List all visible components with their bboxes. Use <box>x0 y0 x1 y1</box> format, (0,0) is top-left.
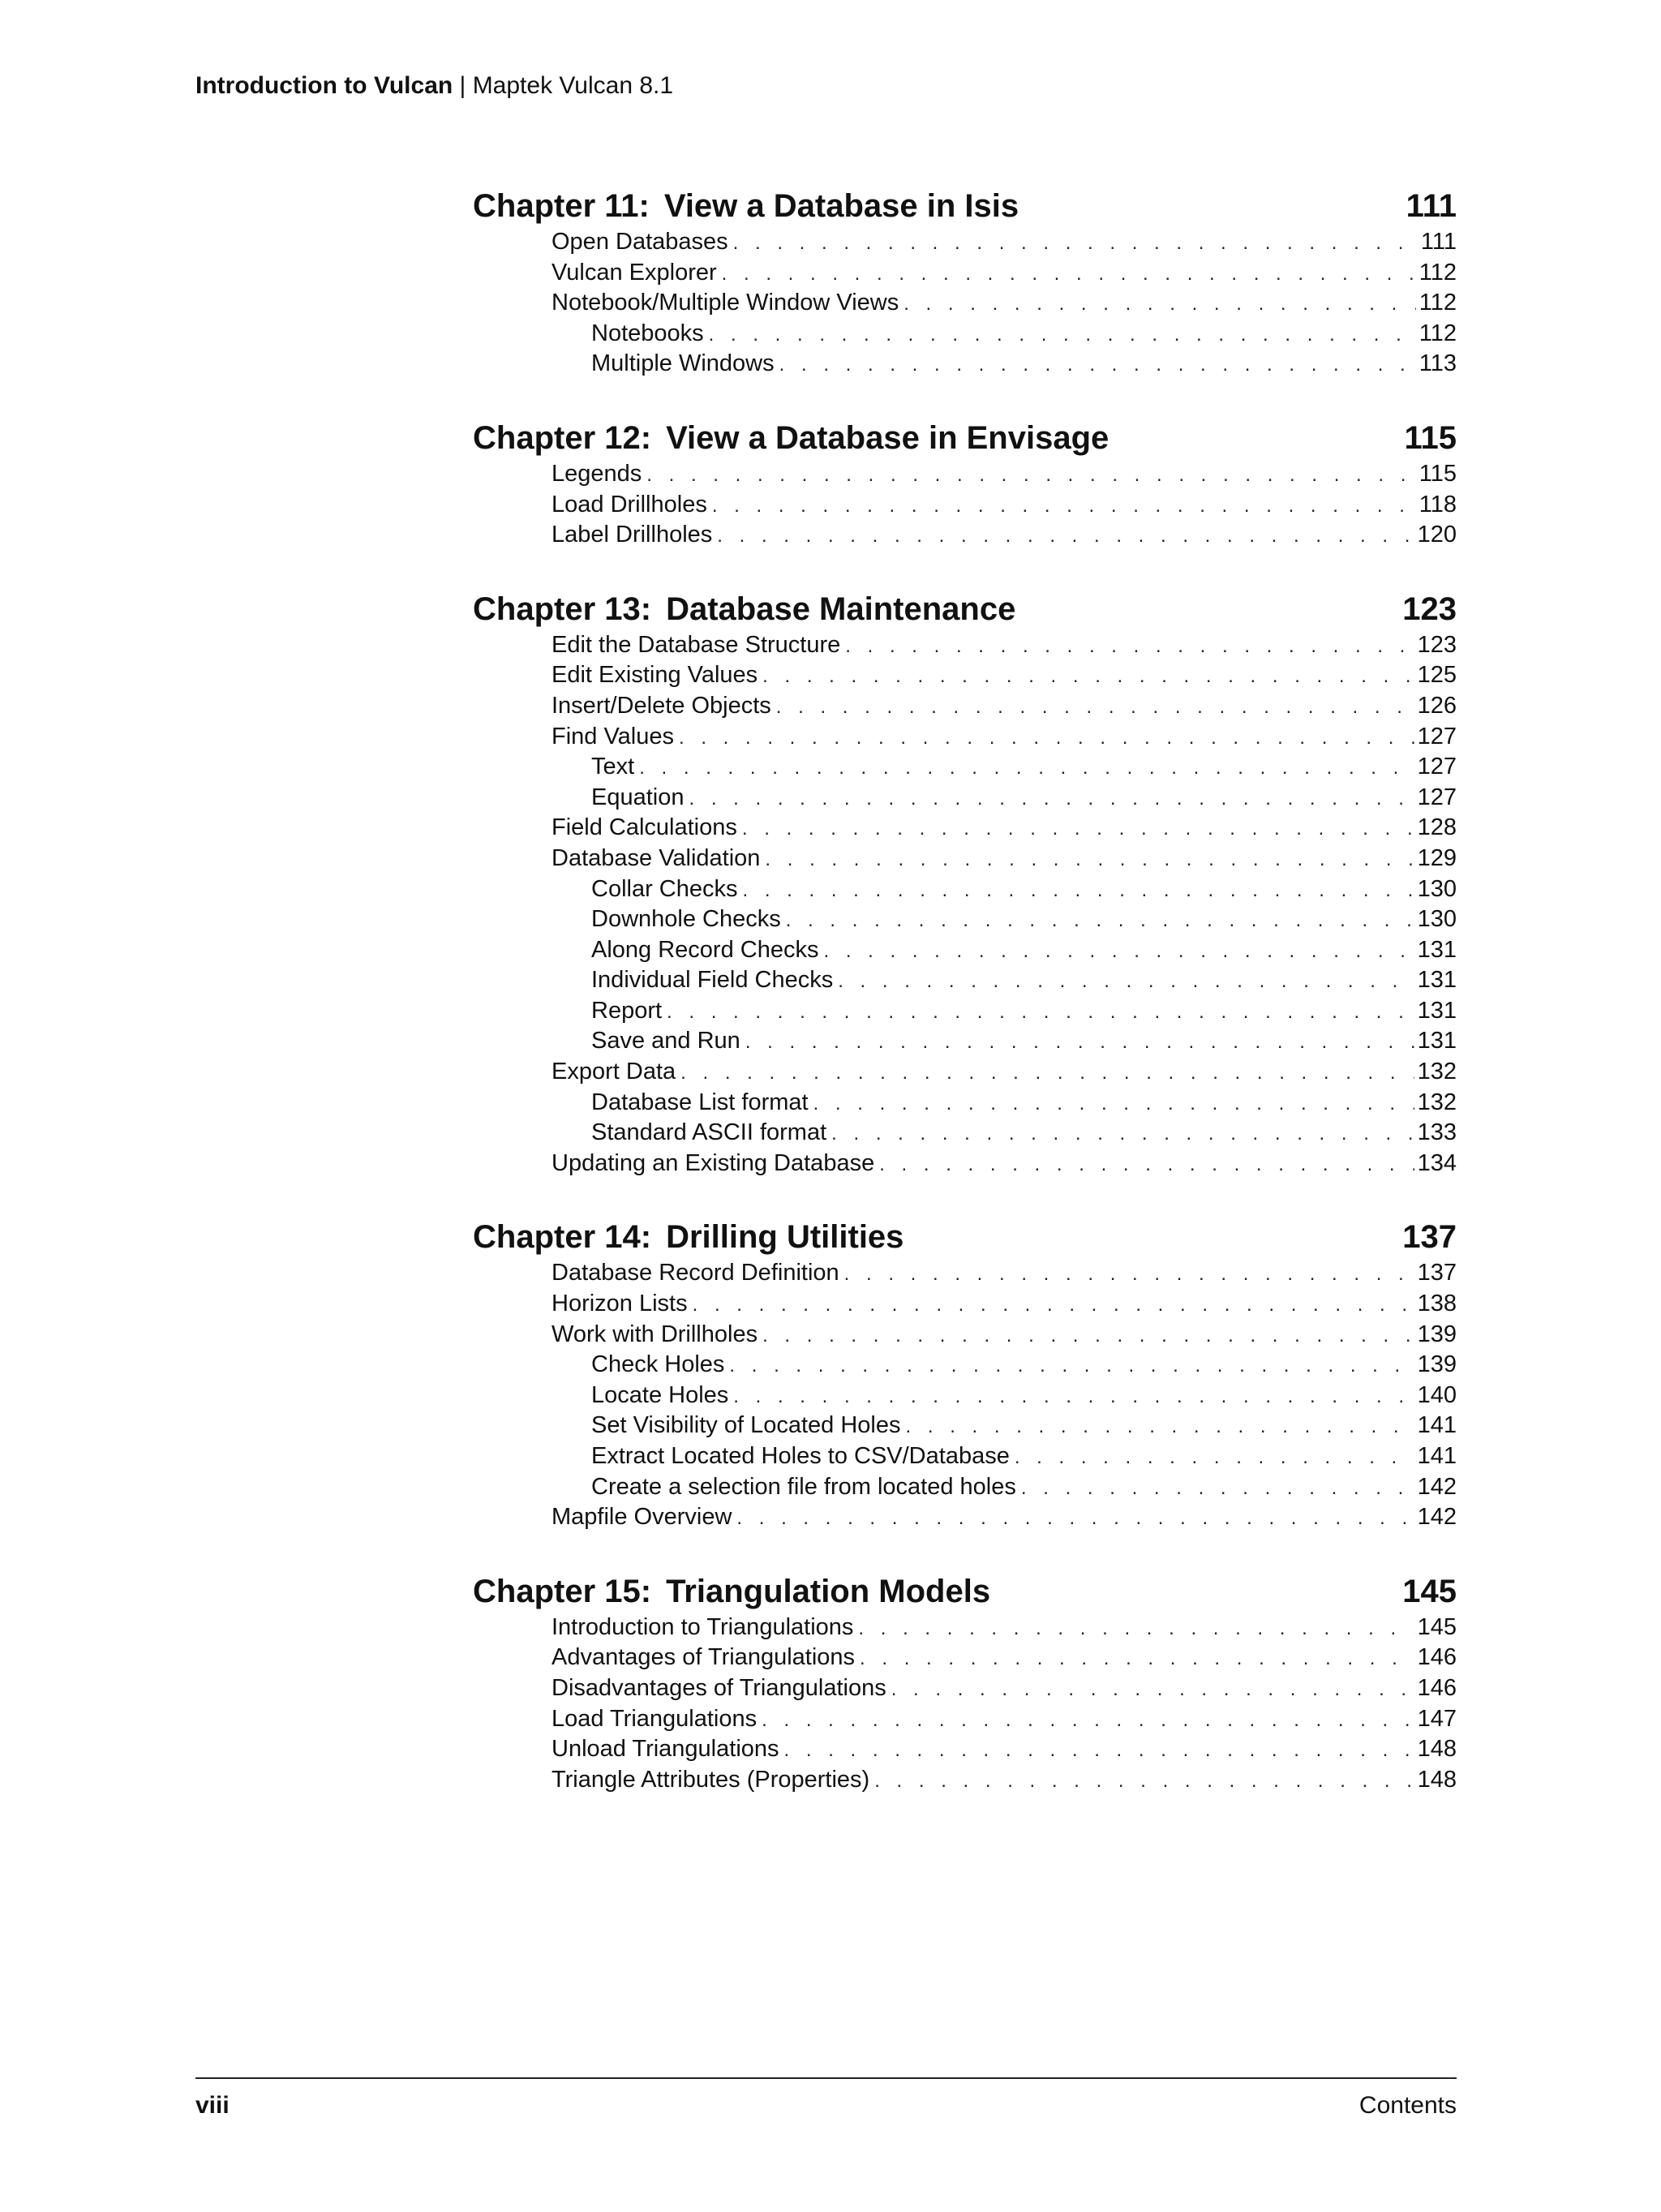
toc-entry-title: Notebook/Multiple Window Views <box>552 290 899 316</box>
book-title: Introduction to Vulcan <box>195 72 453 99</box>
toc-entry-title: Advantages of Triangulations <box>552 1644 856 1671</box>
toc-entry-title: Along Record Checks <box>591 936 819 963</box>
toc-entry[interactable] <box>473 1350 1457 1381</box>
dot-leader <box>813 1089 1414 1119</box>
toc-entry-title: Field Calculations <box>552 814 737 841</box>
dot-leader <box>680 1058 1414 1089</box>
chapter-title: Triangulation Models <box>666 1573 991 1609</box>
toc-entry-list <box>473 459 1457 551</box>
toc-entry-page-number: 118 <box>1419 491 1457 518</box>
dot-leader <box>717 521 1414 552</box>
toc-entry-page-number: 131 <box>1417 997 1457 1024</box>
chapter-section <box>473 1216 1457 1532</box>
toc-entry-title: Database List format <box>591 1089 809 1115</box>
toc-entry-title: Collar Checks <box>591 875 738 902</box>
toc-entry[interactable] <box>473 1088 1457 1119</box>
dot-leader <box>646 460 1415 491</box>
toc-entry-page-number: 137 <box>1417 1260 1457 1286</box>
toc-entry-title: Save and Run <box>591 1028 740 1054</box>
chapter-section <box>473 185 1457 380</box>
chapter-page-number: 111 <box>1406 188 1457 224</box>
dot-leader <box>874 1766 1414 1797</box>
chapter-heading <box>473 185 1457 227</box>
dot-leader <box>733 228 1418 259</box>
toc-entry[interactable] <box>473 935 1457 966</box>
dot-leader <box>823 936 1414 967</box>
dot-leader <box>736 1503 1414 1534</box>
toc-entry-title: Find Values <box>552 723 674 750</box>
toc-entry[interactable] <box>473 1026 1457 1057</box>
toc-entry[interactable] <box>473 1643 1457 1673</box>
toc-entry-page-number: 115 <box>1419 460 1457 487</box>
toc-entry[interactable] <box>473 227 1457 258</box>
dot-leader <box>844 1259 1414 1290</box>
dot-leader <box>722 259 1416 290</box>
toc-entry-page-number: 131 <box>1417 967 1457 994</box>
header-separator: | <box>459 72 466 99</box>
toc-entry-page-number: 131 <box>1417 936 1457 963</box>
toc-entry-page-number: 125 <box>1417 662 1457 689</box>
toc-entry-page-number: 111 <box>1420 229 1457 255</box>
toc-entry-page-number: 139 <box>1417 1351 1457 1378</box>
toc-entry-title: Extract Located Holes to CSV/Database <box>591 1443 1010 1469</box>
dot-leader <box>667 997 1414 1028</box>
toc-entry-title: Label Drillholes <box>552 522 713 548</box>
toc-entry[interactable] <box>473 996 1457 1027</box>
chapter-label: Chapter 12: <box>473 419 652 456</box>
toc-entry[interactable] <box>473 490 1457 521</box>
toc-entry-list <box>473 1613 1457 1796</box>
toc-entry[interactable] <box>473 1765 1457 1796</box>
toc-entry-title: Work with Drillholes <box>552 1321 758 1347</box>
chapter-section <box>473 417 1457 551</box>
toc-entry-title: Insert/Delete Objects <box>552 692 771 719</box>
toc-entry-title: Triangle Attributes (Properties) <box>552 1766 870 1793</box>
dot-leader <box>743 875 1414 906</box>
toc-entry-title: Check Holes <box>591 1351 725 1378</box>
dot-leader <box>845 631 1414 662</box>
dot-leader <box>709 320 1416 350</box>
toc-entry-title: Horizon Lists <box>552 1291 688 1317</box>
footer-rule <box>195 2077 1457 2079</box>
dot-leader <box>639 753 1414 784</box>
dot-leader <box>765 844 1414 875</box>
toc-entry[interactable] <box>473 1289 1457 1320</box>
toc-entry-title: Introduction to Triangulations <box>552 1613 854 1640</box>
toc-entry-page-number: 147 <box>1417 1705 1457 1732</box>
running-header <box>195 71 673 101</box>
dot-leader <box>762 661 1414 692</box>
dot-leader <box>762 1321 1414 1351</box>
toc-entry-title: Notebooks <box>591 320 704 346</box>
toc-entry-page-number: 127 <box>1417 784 1457 810</box>
toc-entry-page-number: 130 <box>1417 875 1457 902</box>
toc-entry-page-number: 129 <box>1417 844 1457 871</box>
dot-leader <box>679 723 1414 754</box>
toc-entry-title: Open Databases <box>552 229 728 255</box>
toc-entry-page-number: 134 <box>1417 1149 1457 1176</box>
toc-entry-page-number: 141 <box>1417 1412 1457 1439</box>
chapter-title: Database Maintenance <box>666 591 1016 627</box>
dot-leader <box>712 491 1416 522</box>
toc-entry-page-number: 148 <box>1417 1766 1457 1793</box>
toc-entry-page-number: 123 <box>1417 631 1457 658</box>
toc-entry-page-number: 138 <box>1417 1291 1457 1317</box>
toc-entry-title: Database Validation <box>552 844 761 871</box>
toc-entry-page-number: 120 <box>1417 522 1457 548</box>
toc-entry-title: Locate Holes <box>591 1381 729 1408</box>
toc-entry-page-number: 133 <box>1417 1119 1457 1146</box>
toc-entry-page-number: 132 <box>1417 1089 1457 1115</box>
toc-entry-page-number: 113 <box>1419 350 1457 377</box>
chapter-heading <box>473 588 1457 630</box>
chapter-title: Drilling Utilities <box>666 1219 904 1256</box>
toc-entry-title: Create a selection file from located holes <box>591 1473 1016 1500</box>
toc-entry[interactable] <box>473 459 1457 490</box>
chapter-section <box>473 1570 1457 1796</box>
toc-entry-title: Multiple Windows <box>591 350 775 377</box>
dot-leader <box>689 784 1414 814</box>
toc-entry-title: Equation <box>591 784 685 810</box>
toc-entry[interactable] <box>473 1118 1457 1149</box>
toc-entry-title: Text <box>591 754 635 780</box>
toc-entry[interactable] <box>473 1381 1457 1411</box>
chapter-page-number: 115 <box>1404 419 1457 456</box>
dot-leader <box>733 1381 1414 1412</box>
toc-entry[interactable] <box>473 813 1457 844</box>
toc-entry[interactable] <box>473 874 1457 905</box>
dot-leader <box>776 692 1414 723</box>
dot-leader <box>742 814 1414 844</box>
dot-leader <box>838 966 1414 997</box>
toc-entry-page-number: 128 <box>1417 814 1457 841</box>
toc-entry[interactable] <box>473 904 1457 935</box>
dot-leader <box>903 289 1416 320</box>
toc-entry-title: Updating an Existing Database <box>552 1149 875 1176</box>
chapter-section <box>473 588 1457 1179</box>
dot-leader <box>786 905 1414 936</box>
toc-entry[interactable] <box>473 1441 1457 1472</box>
chapter-page-number: 123 <box>1402 591 1457 627</box>
toc-entry-title: Mapfile Overview <box>552 1504 732 1531</box>
toc-entry[interactable] <box>473 1149 1457 1179</box>
toc-entry-page-number: 130 <box>1417 906 1457 933</box>
toc-entry-page-number: 148 <box>1417 1736 1457 1763</box>
dot-leader <box>1015 1442 1414 1473</box>
toc-entry-page-number: 112 <box>1419 259 1457 286</box>
toc-entry[interactable] <box>473 1057 1457 1088</box>
toc-entry-page-number: 142 <box>1417 1504 1457 1531</box>
toc-entry[interactable] <box>473 783 1457 814</box>
toc-entry-title: Load Triangulations <box>552 1705 758 1732</box>
toc-entry[interactable] <box>473 752 1457 783</box>
toc-entry[interactable] <box>473 1320 1457 1351</box>
toc-entry[interactable] <box>473 1673 1457 1704</box>
toc-entry-title: Downhole Checks <box>591 906 781 933</box>
dot-leader <box>831 1119 1414 1149</box>
toc-entry[interactable] <box>473 691 1457 722</box>
dot-leader <box>858 1613 1414 1644</box>
toc-entry[interactable] <box>473 1411 1457 1441</box>
toc-entry-page-number: 141 <box>1417 1443 1457 1469</box>
toc-entry[interactable] <box>473 1734 1457 1765</box>
dot-leader <box>779 350 1416 380</box>
chapter-heading <box>473 1570 1457 1613</box>
toc-entry[interactable] <box>473 660 1457 691</box>
dot-leader <box>729 1351 1414 1381</box>
chapter-label: Chapter 13: <box>473 591 652 627</box>
toc-entry[interactable] <box>473 844 1457 874</box>
chapter-label: Chapter 14: <box>473 1219 652 1256</box>
product-name: Maptek Vulcan 8.1 <box>472 72 674 99</box>
toc-entry[interactable] <box>473 520 1457 551</box>
toc-entry-page-number: 142 <box>1417 1473 1457 1500</box>
dot-leader <box>784 1735 1414 1766</box>
toc-entry-title: Edit Existing Values <box>552 662 758 689</box>
toc-entry[interactable] <box>473 1502 1457 1533</box>
dot-leader <box>745 1027 1414 1058</box>
toc-entry-page-number: 146 <box>1417 1674 1457 1701</box>
toc-entry[interactable] <box>473 630 1457 661</box>
toc-entry[interactable] <box>473 965 1457 996</box>
toc-entry[interactable] <box>473 722 1457 753</box>
dot-leader <box>1021 1473 1414 1504</box>
toc-entry-page-number: 140 <box>1417 1381 1457 1408</box>
toc-entry-title: Standard ASCII format <box>591 1119 827 1146</box>
chapter-title: View a Database in Isis <box>663 188 1019 224</box>
toc-entry-title: Legends <box>552 460 642 487</box>
toc-entry[interactable] <box>473 258 1457 289</box>
toc-entry-title: Export Data <box>552 1059 676 1085</box>
toc-entry-title: Unload Triangulations <box>552 1736 779 1763</box>
toc-entry-page-number: 127 <box>1417 754 1457 780</box>
dot-leader <box>693 1290 1414 1321</box>
toc-entry-page-number: 145 <box>1417 1613 1457 1640</box>
toc-entry-title: Disadvantages of Triangulations <box>552 1674 886 1701</box>
toc-entry-title: Set Visibility of Located Holes <box>591 1412 901 1439</box>
chapter-title: View a Database in Envisage <box>666 419 1109 456</box>
chapter-label: Chapter 11: <box>473 188 650 224</box>
toc-entry[interactable] <box>473 288 1457 319</box>
toc-entry-page-number: 126 <box>1417 692 1457 719</box>
toc-entry-title: Load Drillholes <box>552 491 707 518</box>
toc-entry-title: Individual Field Checks <box>591 967 834 994</box>
footer-section-name: Contents <box>1358 2092 1457 2119</box>
chapter-heading <box>473 417 1457 459</box>
chapter-label: Chapter 15: <box>473 1573 652 1609</box>
toc-entry[interactable] <box>473 1704 1457 1735</box>
toc-entry-page-number: 139 <box>1417 1321 1457 1347</box>
footer-page-number: viii <box>195 2092 230 2119</box>
dot-leader <box>891 1674 1414 1705</box>
toc-entry-list <box>473 227 1457 380</box>
toc-entry-page-number: 127 <box>1417 723 1457 750</box>
toc-entry[interactable] <box>473 349 1457 380</box>
toc-entry-page-number: 112 <box>1419 320 1457 346</box>
table-of-contents <box>473 185 1457 1832</box>
toc-entry[interactable] <box>473 1258 1457 1289</box>
toc-entry-page-number: 112 <box>1419 290 1457 316</box>
chapter-page-number: 145 <box>1402 1573 1457 1609</box>
chapter-page-number: 137 <box>1402 1219 1457 1256</box>
toc-entry[interactable] <box>473 319 1457 350</box>
toc-entry-page-number: 132 <box>1417 1059 1457 1085</box>
toc-entry-page-number: 146 <box>1417 1644 1457 1671</box>
dot-leader <box>879 1149 1414 1180</box>
toc-entry-page-number: 131 <box>1417 1028 1457 1054</box>
toc-entry[interactable] <box>473 1472 1457 1503</box>
dot-leader <box>906 1411 1414 1442</box>
dot-leader <box>860 1643 1414 1674</box>
toc-entry-title: Report <box>591 997 663 1024</box>
toc-entry-list <box>473 1258 1457 1532</box>
toc-entry-title: Database Record Definition <box>552 1260 839 1286</box>
toc-entry-list <box>473 630 1457 1179</box>
toc-entry-title: Edit the Database Structure <box>552 631 841 658</box>
toc-entry[interactable] <box>473 1613 1457 1643</box>
chapter-heading <box>473 1216 1457 1258</box>
dot-leader <box>762 1705 1414 1736</box>
toc-entry-title: Vulcan Explorer <box>552 259 717 286</box>
